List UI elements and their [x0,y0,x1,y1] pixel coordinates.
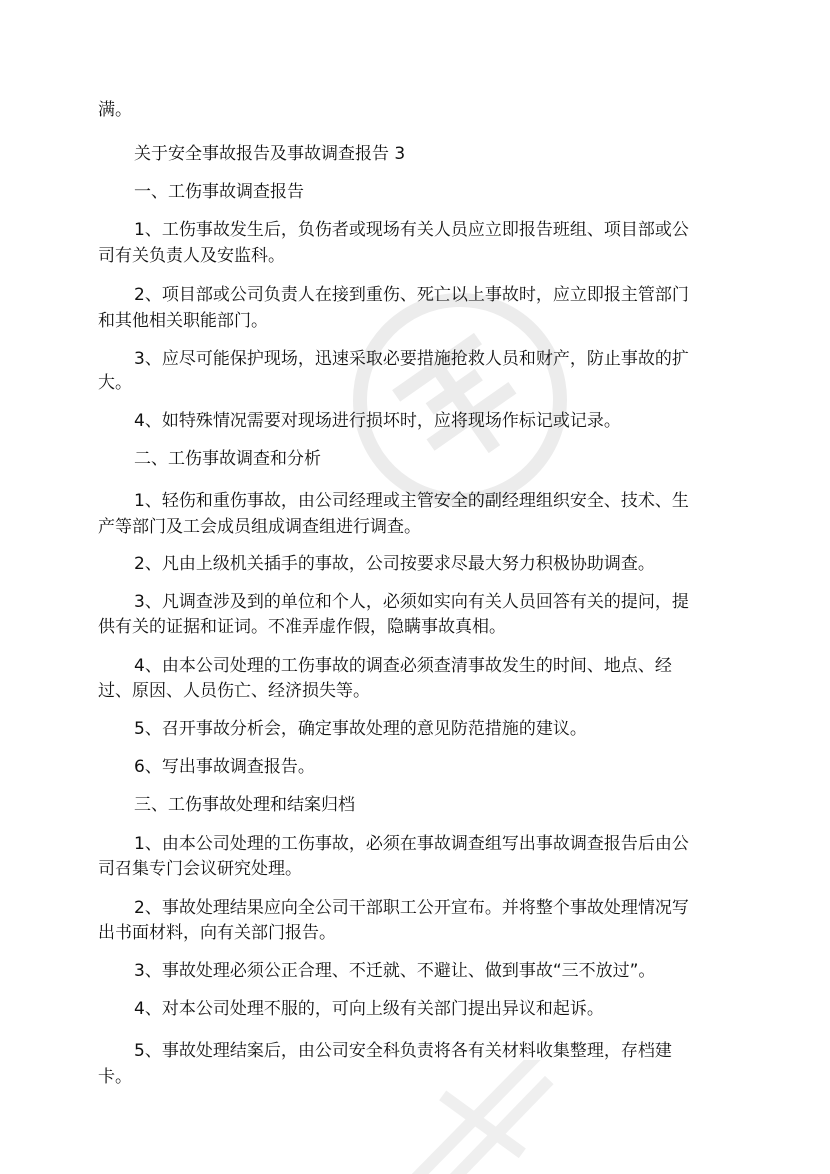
text-line: 满。 [98,100,132,120]
text-line: 产等部门及工会成员组成调查组进行调查。 [98,517,421,537]
text-line: 一、工伤事故调查报告 [134,182,304,202]
text-line: 2、项目部或公司负责人在接到重伤、死亡以上事故时，应立即报主管部门 [134,285,689,305]
text-line: 2、事故处理结果应向全公司干部职工公开宣布。并将整个事故处理情况写 [134,898,689,918]
text-line: 3、事故处理必须公正合理、不迁就、不避让、做到事故“三不放过”。 [134,961,656,981]
text-line: 2、凡由上级机关插手的事故，公司按要求尽最大努力积极协助调查。 [134,554,655,574]
text-line: 司有关负责人及安监科。 [98,246,285,266]
text-line: 过、原因、人员伤亡、经济损失等。 [98,681,370,701]
text-line: 出书面材料，向有关部门报告。 [98,923,336,943]
text-line: 大。 [98,373,132,393]
text-line: 1、轻伤和重伤事故，由公司经理或主管安全的副经理组织安全、技术、生 [134,491,689,511]
text-line: 1、由本公司处理的工伤事故，必须在事故调查组写出事故调查报告后由公 [134,834,689,854]
text-line: 卡。 [98,1067,132,1087]
text-line: 4、如特殊情况需要对现场进行损坏时，应将现场作标记或记录。 [134,411,621,431]
text-line: 关于安全事故报告及事故调查报告 3 [134,144,406,164]
text-line: 5、事故处理结案后，由公司安全科负责将各有关材料收集整理，存档建 [134,1041,672,1061]
text-line: 和其他相关职能部门。 [98,311,268,331]
text-line: 司召集专门会议研究处理。 [98,859,302,879]
text-line: 4、由本公司处理的工伤事故的调查必须查清事故发生的时间、地点、经 [134,656,672,676]
text-line: 三、工伤事故处理和结案归档 [134,795,355,815]
text-line: 供有关的证据和证词。不准弄虚作假，隐瞒事故真相。 [98,617,506,637]
text-line: 二、工伤事故调查和分析 [134,449,321,469]
text-line: 3、应尽可能保护现场，迅速采取必要措施抢救人员和财产，防止事故的扩 [134,349,689,369]
text-line: 1、工伤事故发生后，负伤者或现场有关人员应立即报告班组、项目部或公 [134,220,689,240]
text-line: 5、召开事故分析会，确定事故处理的意见防范措施的建议。 [134,719,587,739]
text-line: 6、写出事故调查报告。 [134,757,315,777]
text-line: 3、凡调查涉及到的单位和个人，必须如实向有关人员回答有关的提问，提 [134,592,689,612]
text-line: 4、对本公司处理不服的，可向上级有关部门提出异议和起诉。 [134,999,604,1019]
